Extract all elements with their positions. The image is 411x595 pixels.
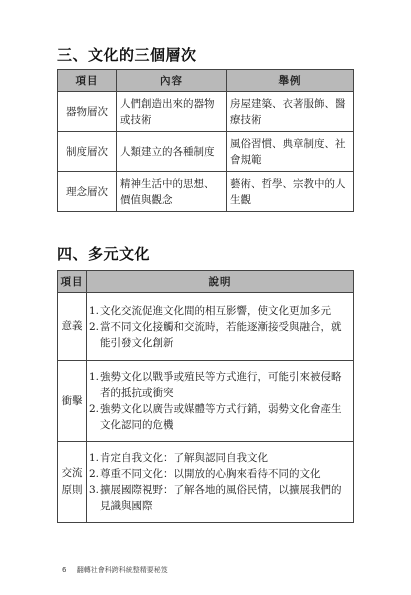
list-item bbox=[89, 482, 351, 514]
list-item bbox=[89, 369, 351, 401]
item-number: 2. bbox=[89, 468, 100, 480]
list-item bbox=[89, 303, 351, 319]
column-header-description: 說明 bbox=[87, 271, 354, 293]
section-title-multiculture: 四、多元文化 bbox=[57, 245, 151, 263]
item-text: 強勢文化以戰爭或殖民等方式進行，可能引來被侵略者的抵抗或衝突 bbox=[100, 371, 342, 399]
column-header-item: 項目 bbox=[58, 271, 87, 293]
level-name: 理念層次 bbox=[58, 172, 117, 212]
list-item bbox=[89, 466, 351, 482]
level-example: 藝術、哲學、宗教中的人生觀 bbox=[227, 172, 354, 212]
table-row bbox=[58, 293, 354, 361]
column-header-example: 舉例 bbox=[227, 70, 354, 92]
item-number: 2. bbox=[89, 320, 100, 333]
item-number: 3. bbox=[89, 484, 100, 496]
item-text: 尊重不同文化：以開放的心胸來看待不同的文化 bbox=[100, 468, 321, 480]
item-number: 1. bbox=[89, 452, 100, 464]
topic-name: 意義 bbox=[58, 293, 87, 361]
table-row bbox=[58, 92, 354, 132]
topic-name: 交流原則 bbox=[58, 442, 87, 523]
level-example: 房屋建築、衣著服飾、醫療技術 bbox=[227, 92, 354, 132]
level-content: 人們創造出來的器物或技術 bbox=[117, 92, 227, 132]
book-title: 翻轉社會科跨科統整精要秘笈 bbox=[76, 566, 168, 574]
table-row bbox=[58, 132, 354, 172]
table-row bbox=[58, 172, 354, 212]
column-header-content: 內容 bbox=[117, 70, 227, 92]
table-row bbox=[58, 442, 354, 523]
level-name: 器物層次 bbox=[58, 92, 117, 132]
topic-description bbox=[87, 361, 354, 442]
item-number: 2. bbox=[89, 403, 100, 415]
level-name: 制度層次 bbox=[58, 132, 117, 172]
section-title-culture-levels: 三、文化的三個層次 bbox=[57, 46, 197, 64]
table-header-row bbox=[58, 70, 354, 92]
level-content: 人類建立的各種制度 bbox=[117, 132, 227, 172]
item-text: 強勢文化以廣告或媒體等方式行銷，弱勢文化會產生文化認同的危機 bbox=[100, 403, 342, 431]
page-number: 6 bbox=[62, 566, 67, 574]
item-text: 當不同文化接觸和交流時，若能逐漸接受與融合，就能引發文化創新 bbox=[100, 320, 342, 349]
topic-name: 衝擊 bbox=[58, 361, 87, 442]
page-footer bbox=[62, 565, 168, 575]
item-text: 肯定自我文化：了解與認同自我文化 bbox=[100, 452, 268, 464]
topic-description bbox=[87, 442, 354, 523]
table-header-row bbox=[58, 271, 354, 293]
column-header-item: 項目 bbox=[58, 70, 117, 92]
list-item bbox=[89, 319, 351, 351]
item-text: 文化交流促進文化間的相互影響，使文化更加多元 bbox=[100, 304, 331, 317]
level-content: 精神生活中的思想、價值與觀念 bbox=[117, 172, 227, 212]
multiculture-table bbox=[57, 270, 354, 523]
item-text: 擴展國際視野：了解各地的風俗民情，以擴展我們的見識與國際 bbox=[100, 484, 342, 512]
list-item bbox=[89, 401, 351, 433]
topic-description bbox=[87, 293, 354, 361]
table-row bbox=[58, 361, 354, 442]
item-number: 1. bbox=[89, 304, 100, 317]
culture-levels-table bbox=[57, 69, 354, 212]
item-number: 1. bbox=[89, 371, 100, 383]
level-example: 風俗習慣、典章制度、社會規範 bbox=[227, 132, 354, 172]
list-item bbox=[89, 450, 351, 466]
